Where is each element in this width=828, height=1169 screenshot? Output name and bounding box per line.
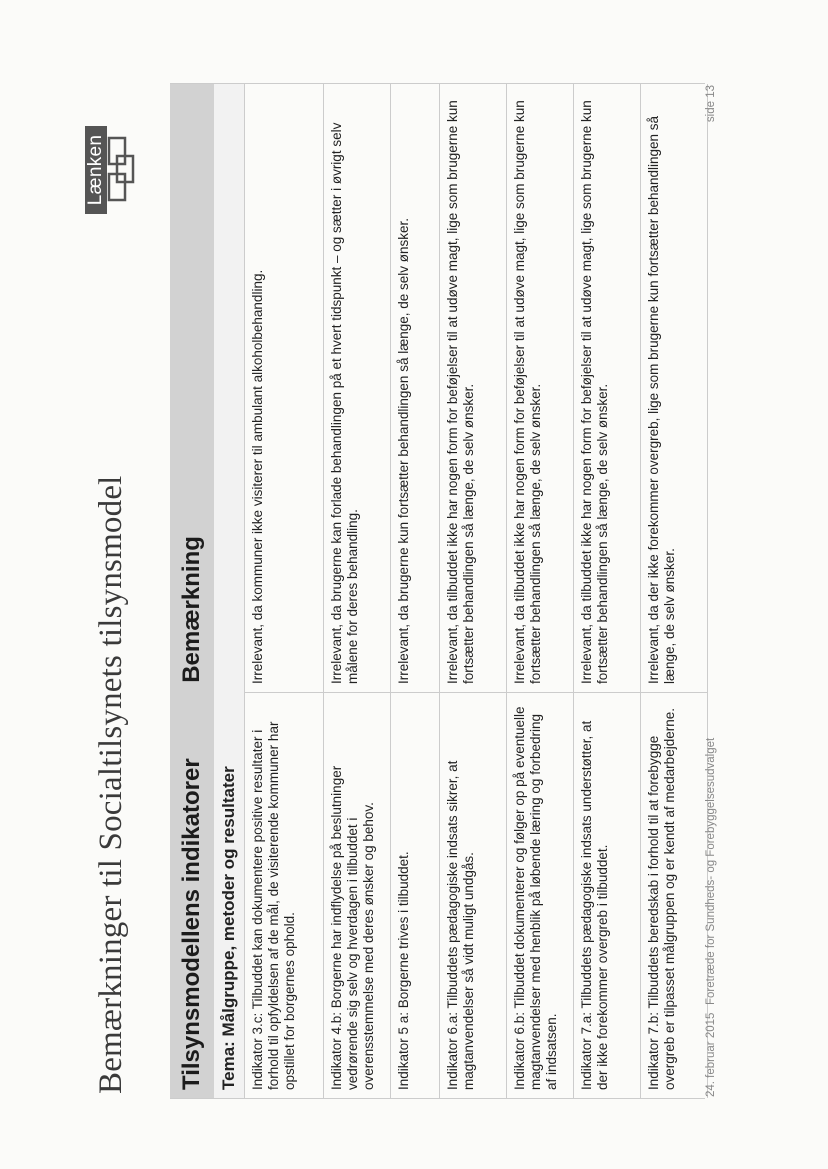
remark-cell: Irrelevant, da brugerne kun fortsætter behandlingen så længe, de selv ønsker. — [396, 217, 411, 684]
laenken-logo — [85, 126, 143, 214]
indicator-table — [170, 83, 705, 1099]
table-row — [641, 84, 708, 1098]
remark-cell: Irrelevant, da der ikke forekommer overgreb, lige som brugerne kun fortsætter behandlingen så længe, de selv ønsker. — [646, 115, 677, 684]
remark-cell: Irrelevant, da tilbuddet ikke har nogen form for beføjelser til at udøve magt, lige som brugerne kun fortsætter behandlingen så længe, de selv ønsker. — [579, 100, 610, 684]
logo-wordmark: Lænken — [85, 126, 107, 214]
page-title: Bemærkninger til Socialtilsynets tilsynsmodel — [93, 475, 129, 1094]
table-header — [170, 84, 214, 1098]
table-row — [440, 84, 507, 1098]
indicator-cell: Indikator 5 a: Borgerne trives i tilbuddet. — [391, 692, 439, 1098]
table-row — [574, 84, 641, 1098]
indicator-cell: Indikator 4.b: Borgerne har indflydelse på beslutninger vedrørende sig selv og hverdagen i tilbuddet i overensstemmelse med deres ønsker og behov. — [324, 692, 390, 1098]
indicator-cell: Indikator 7.a: Tilbuddets pædagogiske indsats understøtter, at der ikke forekommer overgreb i tilbuddet. — [574, 692, 640, 1098]
table-row — [324, 84, 391, 1098]
remark-cell: Irrelevant, da tilbuddet ikke har nogen form for beføjelser til at udøve magt, lige som brugerne kun fortsætter behandlingen så længe, de selv ønsker. — [445, 100, 476, 684]
header-remark: Bemærkning — [178, 536, 205, 683]
remark-cell: Irrelevant, da kommuner ikke visiterer til ambulant alkoholbehandling. — [250, 269, 265, 684]
indicator-cell: Indikator 3.c: Tilbuddet kan dokumentere positive resultater i forhold til opfyldelsen af de mål, de visiterende kommuner har opstillet for borgernes ophold. — [245, 692, 323, 1098]
remark-cell: Irrelevant, da tilbuddet ikke har nogen form for beføjelser til at udøve magt, lige som brugerne kun fortsætter behandlingen så længe, de selv ønsker. — [512, 100, 543, 684]
table-row — [391, 84, 440, 1098]
chain-links-icon — [107, 126, 143, 214]
theme-heading: Tema: Målgruppe, metoder og resultater — [214, 84, 245, 1098]
page-footer — [705, 85, 721, 1097]
footer-date: 24. februar 2015 — [705, 1012, 717, 1097]
header-indicators: Tilsynsmodellens indikatorer — [178, 758, 205, 1090]
remark-cell: Irrelevant, da brugerne kan forlade behandlingen på et hvert tidspunkt – og sætter i øvrigt selv målene for deres behandling. — [329, 122, 360, 684]
indicator-cell: Indikator 6.a: Tilbuddets pædagogiske indsats sikrer, at magtanvendelser så vidt muligt undgås. — [440, 692, 506, 1098]
table-row — [507, 84, 574, 1098]
footer-organization: Foretræde for Sundheds- og Forebyggelsesudvalget — [705, 737, 717, 1005]
indicator-cell: Indikator 7.b: Tilbuddets beredskab i forhold til at forebygge overgreb er tilpasset målgruppen og er kendt af medarbejderne. — [641, 692, 707, 1098]
page-number: side 13 — [705, 85, 717, 123]
table-row — [245, 84, 324, 1098]
indicator-cell: Indikator 6.b: Tilbuddet dokumenterer og følger op på eventuelle magtanvendelser med henblik på løbende læring og forbedring af indsatsen. — [507, 692, 573, 1098]
